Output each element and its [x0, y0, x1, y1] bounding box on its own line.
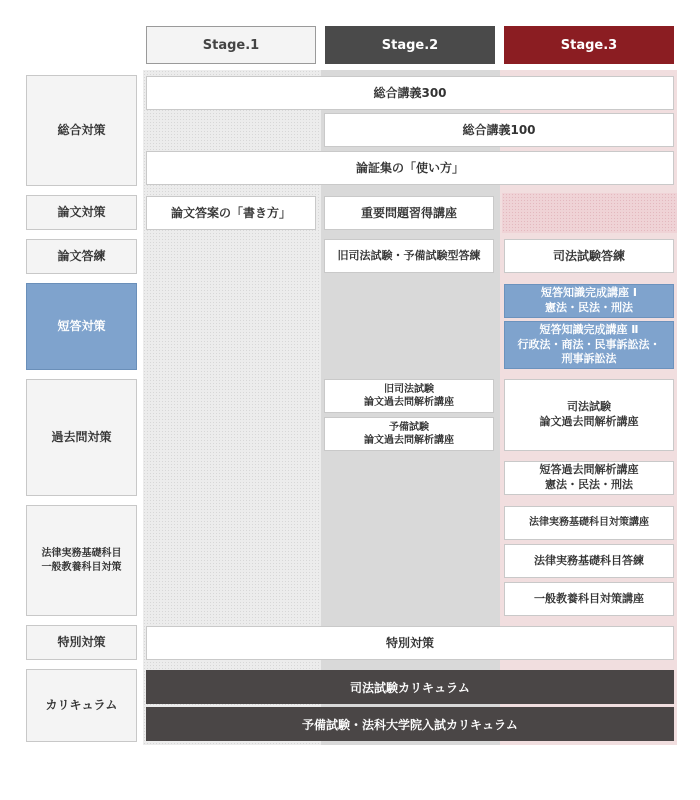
category-horitsu-kyoyo	[26, 505, 137, 616]
category-horitsu-line2: 一般教養科目対策	[41, 561, 122, 573]
course-tanto-1[interactable]	[504, 284, 674, 318]
course-kyu-yobi-toren[interactable]: 旧司法試験・予備試験型答練	[324, 239, 494, 273]
course-yobi-kako[interactable]	[324, 417, 494, 451]
curriculum-yobi[interactable]: 予備試験・法科大学院入試カリキュラム	[146, 707, 674, 741]
course-shiho-toren[interactable]: 司法試験答練	[504, 239, 674, 273]
course-yobi-kako-line2: 論文過去問解析講座	[364, 435, 454, 446]
course-tanto-1-subjects: 憲法・民法・刑法	[545, 301, 633, 314]
course-tanto-kako-line2: 憲法・民法・刑法	[545, 478, 633, 491]
stage2-header: Stage.2	[325, 26, 495, 64]
stage1-header: Stage.1	[146, 26, 316, 64]
course-kyoyo-taisaku[interactable]: 一般教養科目対策講座	[504, 582, 674, 616]
course-shiho-kako[interactable]	[504, 379, 674, 451]
category-ronbun-toren: 論文答練	[26, 239, 137, 274]
category-curriculum: カリキュラム	[26, 669, 137, 742]
category-kakomon: 過去問対策	[26, 379, 137, 496]
course-jitsumu-taisaku[interactable]: 法律実務基礎科目対策講座	[504, 506, 674, 540]
course-tanto-2[interactable]	[504, 321, 674, 369]
category-ronbun: 論文対策	[26, 195, 137, 230]
course-sogo-300[interactable]: 総合講義300	[146, 76, 674, 110]
course-ronbun-kakikata[interactable]: 論文答案の「書き方」	[146, 196, 316, 230]
category-tokubetsu: 特別対策	[26, 625, 137, 660]
course-shiho-kako-line1: 司法試験	[567, 400, 611, 414]
course-tokubetsu[interactable]: 特別対策	[146, 626, 674, 660]
course-tanto-kako-line1: 短答過去問解析講座	[539, 463, 639, 477]
category-horitsu-line1: 法律実務基礎科目	[41, 548, 122, 559]
course-shiho-kako-line2: 論文過去問解析講座	[539, 415, 639, 428]
course-tanto-2-subjects2: 刑事訴訟法	[561, 352, 617, 366]
course-kyu-kako-line1: 旧司法試験	[384, 383, 434, 395]
course-tanto-kako[interactable]	[504, 461, 674, 495]
course-tanto-2-subjects1: 行政法・商法・民事訴訟法・	[517, 337, 661, 351]
course-yobi-kako-line1: 予備試験	[389, 421, 429, 433]
category-tanto: 短答対策	[26, 283, 137, 370]
course-kyu-kako-line2: 論文過去問解析講座	[364, 397, 454, 408]
course-ronsho[interactable]: 論証集の「使い方」	[146, 151, 674, 185]
curriculum-shiho[interactable]: 司法試験カリキュラム	[146, 670, 674, 704]
stage3-ronbun-empty	[502, 193, 677, 233]
course-tanto-1-title: 短答知識完成講座 Ⅰ	[541, 286, 637, 300]
course-tanto-2-title: 短答知識完成講座 Ⅱ	[539, 322, 639, 336]
course-jitsumu-toren[interactable]: 法律実務基礎科目答練	[504, 544, 674, 578]
category-sogo: 総合対策	[26, 75, 137, 186]
stage3-header: Stage.3	[504, 26, 674, 64]
course-sogo-100[interactable]: 総合講義100	[324, 113, 674, 147]
course-juyo-mondai[interactable]: 重要問題習得講座	[324, 196, 494, 230]
course-kyu-kako[interactable]	[324, 379, 494, 413]
